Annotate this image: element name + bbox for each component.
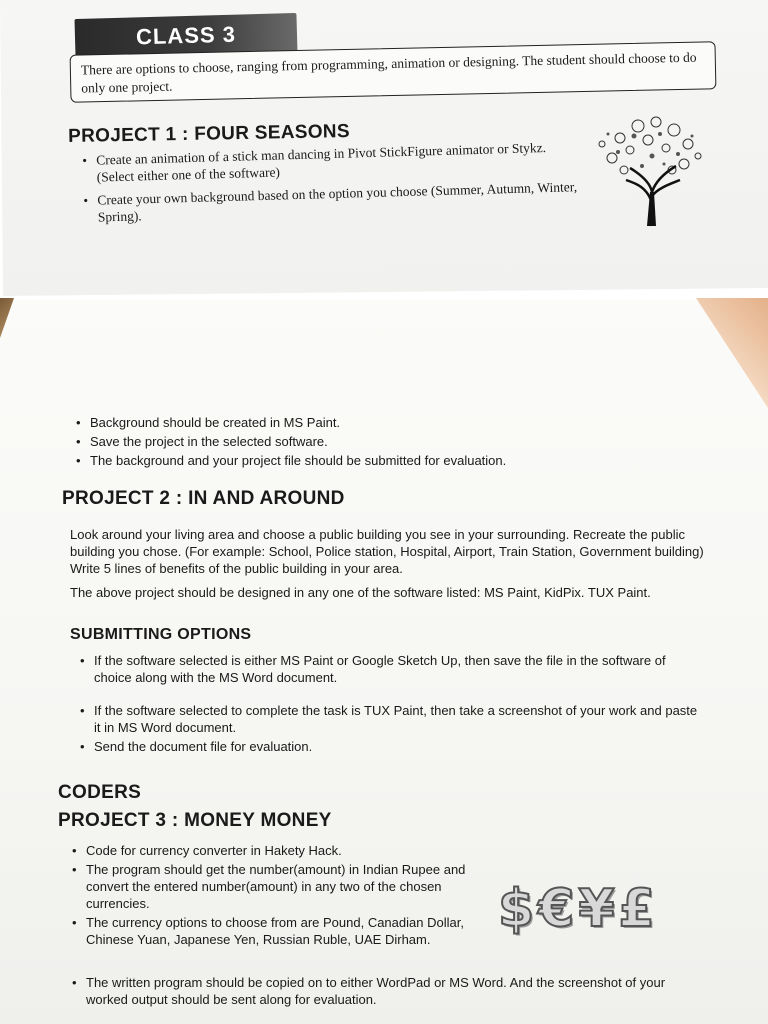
list-item: • If the software selected to complete the task is TUX Paint, then take a screenshot of your work and paste it in MS Word document. — [80, 703, 698, 735]
project3-bullets-last — [72, 974, 708, 1014]
list-item: • Create your own background based on the option you choose (Summer, Autumn, Winter, Spring). — [83, 179, 578, 225]
intro-box: There are options to choose, ranging from programming, animation or designing. The student should choose to do only one project. — [70, 41, 717, 103]
list-item: • Code for currency converter in Hakety Hack. — [72, 843, 342, 858]
list-item: • The currency options to choose from are Pound, Canadian Dollar, Chinese Yuan, Japanese Yen, Russian Ruble, UAE Dirham. — [72, 915, 464, 947]
project2-paragraph: Look around your living area and choose a public building you see in your surrounding. Recreate the public building you chose. (For example: School, Police station, Hospital, Airport, Train Station, Government building) Write 5 lines of benefits of the public building in your area. — [70, 527, 704, 576]
project1-bullets-top — [82, 138, 584, 232]
list-item: • The program should get the number(amount) in Indian Rupee and convert the entered number(amount) in any two of the chosen currencies. — [72, 862, 466, 911]
project3-bullets — [72, 842, 492, 954]
coders-heading: CODERS — [58, 782, 142, 803]
project1-heading: PROJECT 1 : FOUR SEASONS — [68, 121, 351, 147]
project2-software-paragraph: The above project should be designed in any one of the software listed: MS Paint, KidPix. TUX Paint. — [70, 585, 651, 600]
submitting-options-list — [80, 652, 700, 761]
project2-heading: PROJECT 2 : IN AND AROUND — [62, 488, 345, 509]
class-badge: CLASS 3 — [74, 13, 297, 59]
list-item: • Save the project in the selected software. — [76, 434, 328, 449]
list-item: • Background should be created in MS Paint. — [76, 415, 341, 430]
currency-symbols-icon: $€¥£ — [498, 879, 659, 939]
list-item: • Create an animation of a stick man dancing in Pivot StickFigure animator or Stykz. (Select either one of the software) — [82, 140, 547, 185]
submitting-options-heading: SUBMITTING OPTIONS — [70, 626, 252, 643]
project3-heading: PROJECT 3 : MONEY MONEY — [58, 810, 332, 831]
list-item: • If the software selected is either MS Paint or Google Sketch Up, then save the file in the software of choice along with the MS Word document. — [80, 653, 666, 685]
tree-illustration-icon — [590, 108, 708, 228]
list-item: • Send the document file for evaluation. — [80, 739, 313, 754]
project1-bullets-bottom — [76, 414, 696, 475]
list-item: • The written program should be copied on to either WordPad or MS Word. And the screenshot of your worked output should be sent along for evaluation. — [72, 975, 666, 1007]
list-item: • The background and your project file should be submitted for evaluation. — [76, 453, 507, 468]
